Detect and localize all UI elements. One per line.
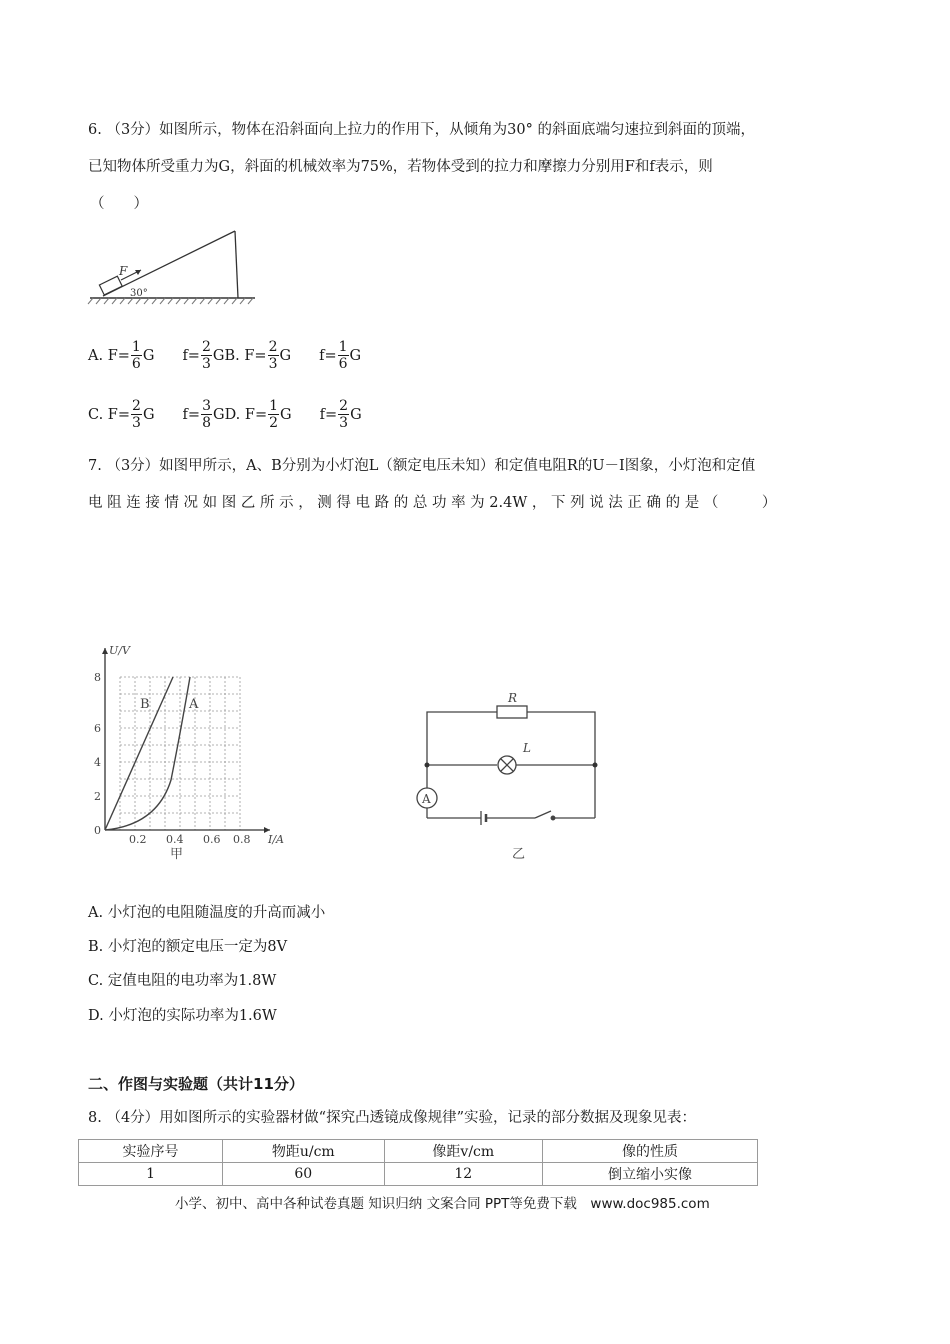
q7-line2: 电 阻 连 接 情 况 如 图 乙 所 示 ， 测 得 电 路 的 总 功 率 为 2.4W ， 下 列 说 法 正 确 的 是 （ ） xyxy=(88,495,777,511)
table-cell: 12 xyxy=(384,1163,543,1186)
experiment-table xyxy=(78,1139,758,1186)
table-row xyxy=(79,1163,758,1186)
fraction: $\frac{1}{2}$ xyxy=(269,398,279,431)
section-heading: 二、作图与实验题（共计11分） xyxy=(88,1075,304,1093)
x-tick-label: 0.6 xyxy=(203,833,221,846)
origin-label: 0 xyxy=(94,824,101,837)
footer-text: 小学、初中、高中各种试卷真题 知识归纳 文案合同 PPT等免费下载 www.doc985.com xyxy=(175,1196,710,1212)
q6-line3: （ ） xyxy=(90,196,148,212)
curve-b-label: B xyxy=(140,697,150,712)
q6-line1: 6. （3分）如图所示，物体在沿斜面向上拉力的作用下，从倾角为30° 的斜面底端匀速拉到斜面的顶端， xyxy=(88,122,755,138)
incline-wall xyxy=(235,231,238,298)
lamp-label: L xyxy=(523,741,531,755)
resistor-label: R xyxy=(508,691,518,705)
circuit-figure xyxy=(385,690,615,865)
force-label: F xyxy=(119,264,128,278)
ammeter-label: A xyxy=(422,792,431,806)
q7-option-b: B. 小灯泡的额定电压一定为8V xyxy=(88,939,288,955)
y-axis-label: U/V xyxy=(109,644,130,657)
q7-option-d: D. 小灯泡的实际功率为1.6W xyxy=(88,1008,277,1024)
graph-grid xyxy=(120,677,240,830)
x-tick-label: 0.8 xyxy=(233,833,251,846)
q8-line1: 8. （4分）用如图所示的实验器材做“探究凸透镜成像规律”实验，记录的部分数据及现象见表： xyxy=(88,1110,696,1126)
option-a-label: A. xyxy=(88,347,104,364)
fraction: $\frac{1}{6}$ xyxy=(131,339,141,372)
q7-option-a: A. 小灯泡的电阻随温度的升高而减小 xyxy=(88,905,326,921)
x-tick-label: 0.2 xyxy=(129,833,147,846)
x-axis-label: I/A xyxy=(268,833,284,846)
option-c-label: C. xyxy=(88,406,104,423)
curve-b xyxy=(105,677,173,830)
y-tick-label: 4 xyxy=(94,756,101,769)
table-header-cell: 像距v/cm xyxy=(384,1140,543,1163)
table-header-cell: 物距u/cm xyxy=(223,1140,384,1163)
fraction: $\frac{2}{3}$ xyxy=(268,339,278,372)
q6-option-c-d-row: C. F= $\frac{2}{3}$ G f= $\frac{3}{8}$ G D. F= $\frac{1}{2}$ G f= $\frac{2}{3}$ G xyxy=(88,398,362,431)
graph-caption: 甲 xyxy=(170,847,184,862)
resistor-symbol xyxy=(497,706,527,718)
y-tick-label: 8 xyxy=(94,671,101,684)
table-header-row xyxy=(79,1140,758,1163)
option-b-label: B. xyxy=(224,347,240,364)
switch-blade xyxy=(535,811,551,818)
option-d-label: D. xyxy=(224,406,241,423)
fraction: $\frac{2}{3}$ xyxy=(339,398,349,431)
q6-line2: 已知物体所受重力为G，斜面的机械效率为75%，若物体受到的拉力和摩擦力分别用F和f表示，则 xyxy=(88,159,713,175)
ui-graph-figure xyxy=(85,640,290,865)
table-cell: 60 xyxy=(223,1163,384,1186)
curve-a-label: A xyxy=(189,697,199,712)
table-header-cell: 像的性质 xyxy=(543,1140,758,1163)
q6-option-a-b-row: A. F= $\frac{1}{6}$ G f= $\frac{2}{3}$ G B. F= $\frac{2}{3}$ G f= $\frac{1}{6}$ G xyxy=(88,339,362,372)
table-cell: 1 xyxy=(79,1163,223,1186)
fraction: $\frac{3}{8}$ xyxy=(202,398,211,431)
table-header-cell: 实验序号 xyxy=(79,1140,223,1163)
fraction: $\frac{2}{3}$ xyxy=(132,398,141,431)
block xyxy=(99,276,122,295)
y-tick-label: 6 xyxy=(94,722,101,735)
x-tick-label: 0.4 xyxy=(166,833,184,846)
table-cell: 倒立缩小实像 xyxy=(543,1163,758,1186)
q7-option-c: C. 定值电阻的电功率为1.8W xyxy=(88,973,277,989)
fraction: $\frac{1}{6}$ xyxy=(338,339,348,372)
y-tick-label: 2 xyxy=(94,790,101,803)
q7-line1: 7. （3分）如图甲所示，A、B分别为小灯泡L（额定电压未知）和定值电阻R的U－I图象，小灯泡和定值 xyxy=(88,458,756,474)
angle-label: 30° xyxy=(130,288,148,299)
circuit-caption: 乙 xyxy=(512,847,526,862)
incline-figure xyxy=(85,228,265,308)
fraction: $\frac{2}{3}$ xyxy=(201,339,211,372)
